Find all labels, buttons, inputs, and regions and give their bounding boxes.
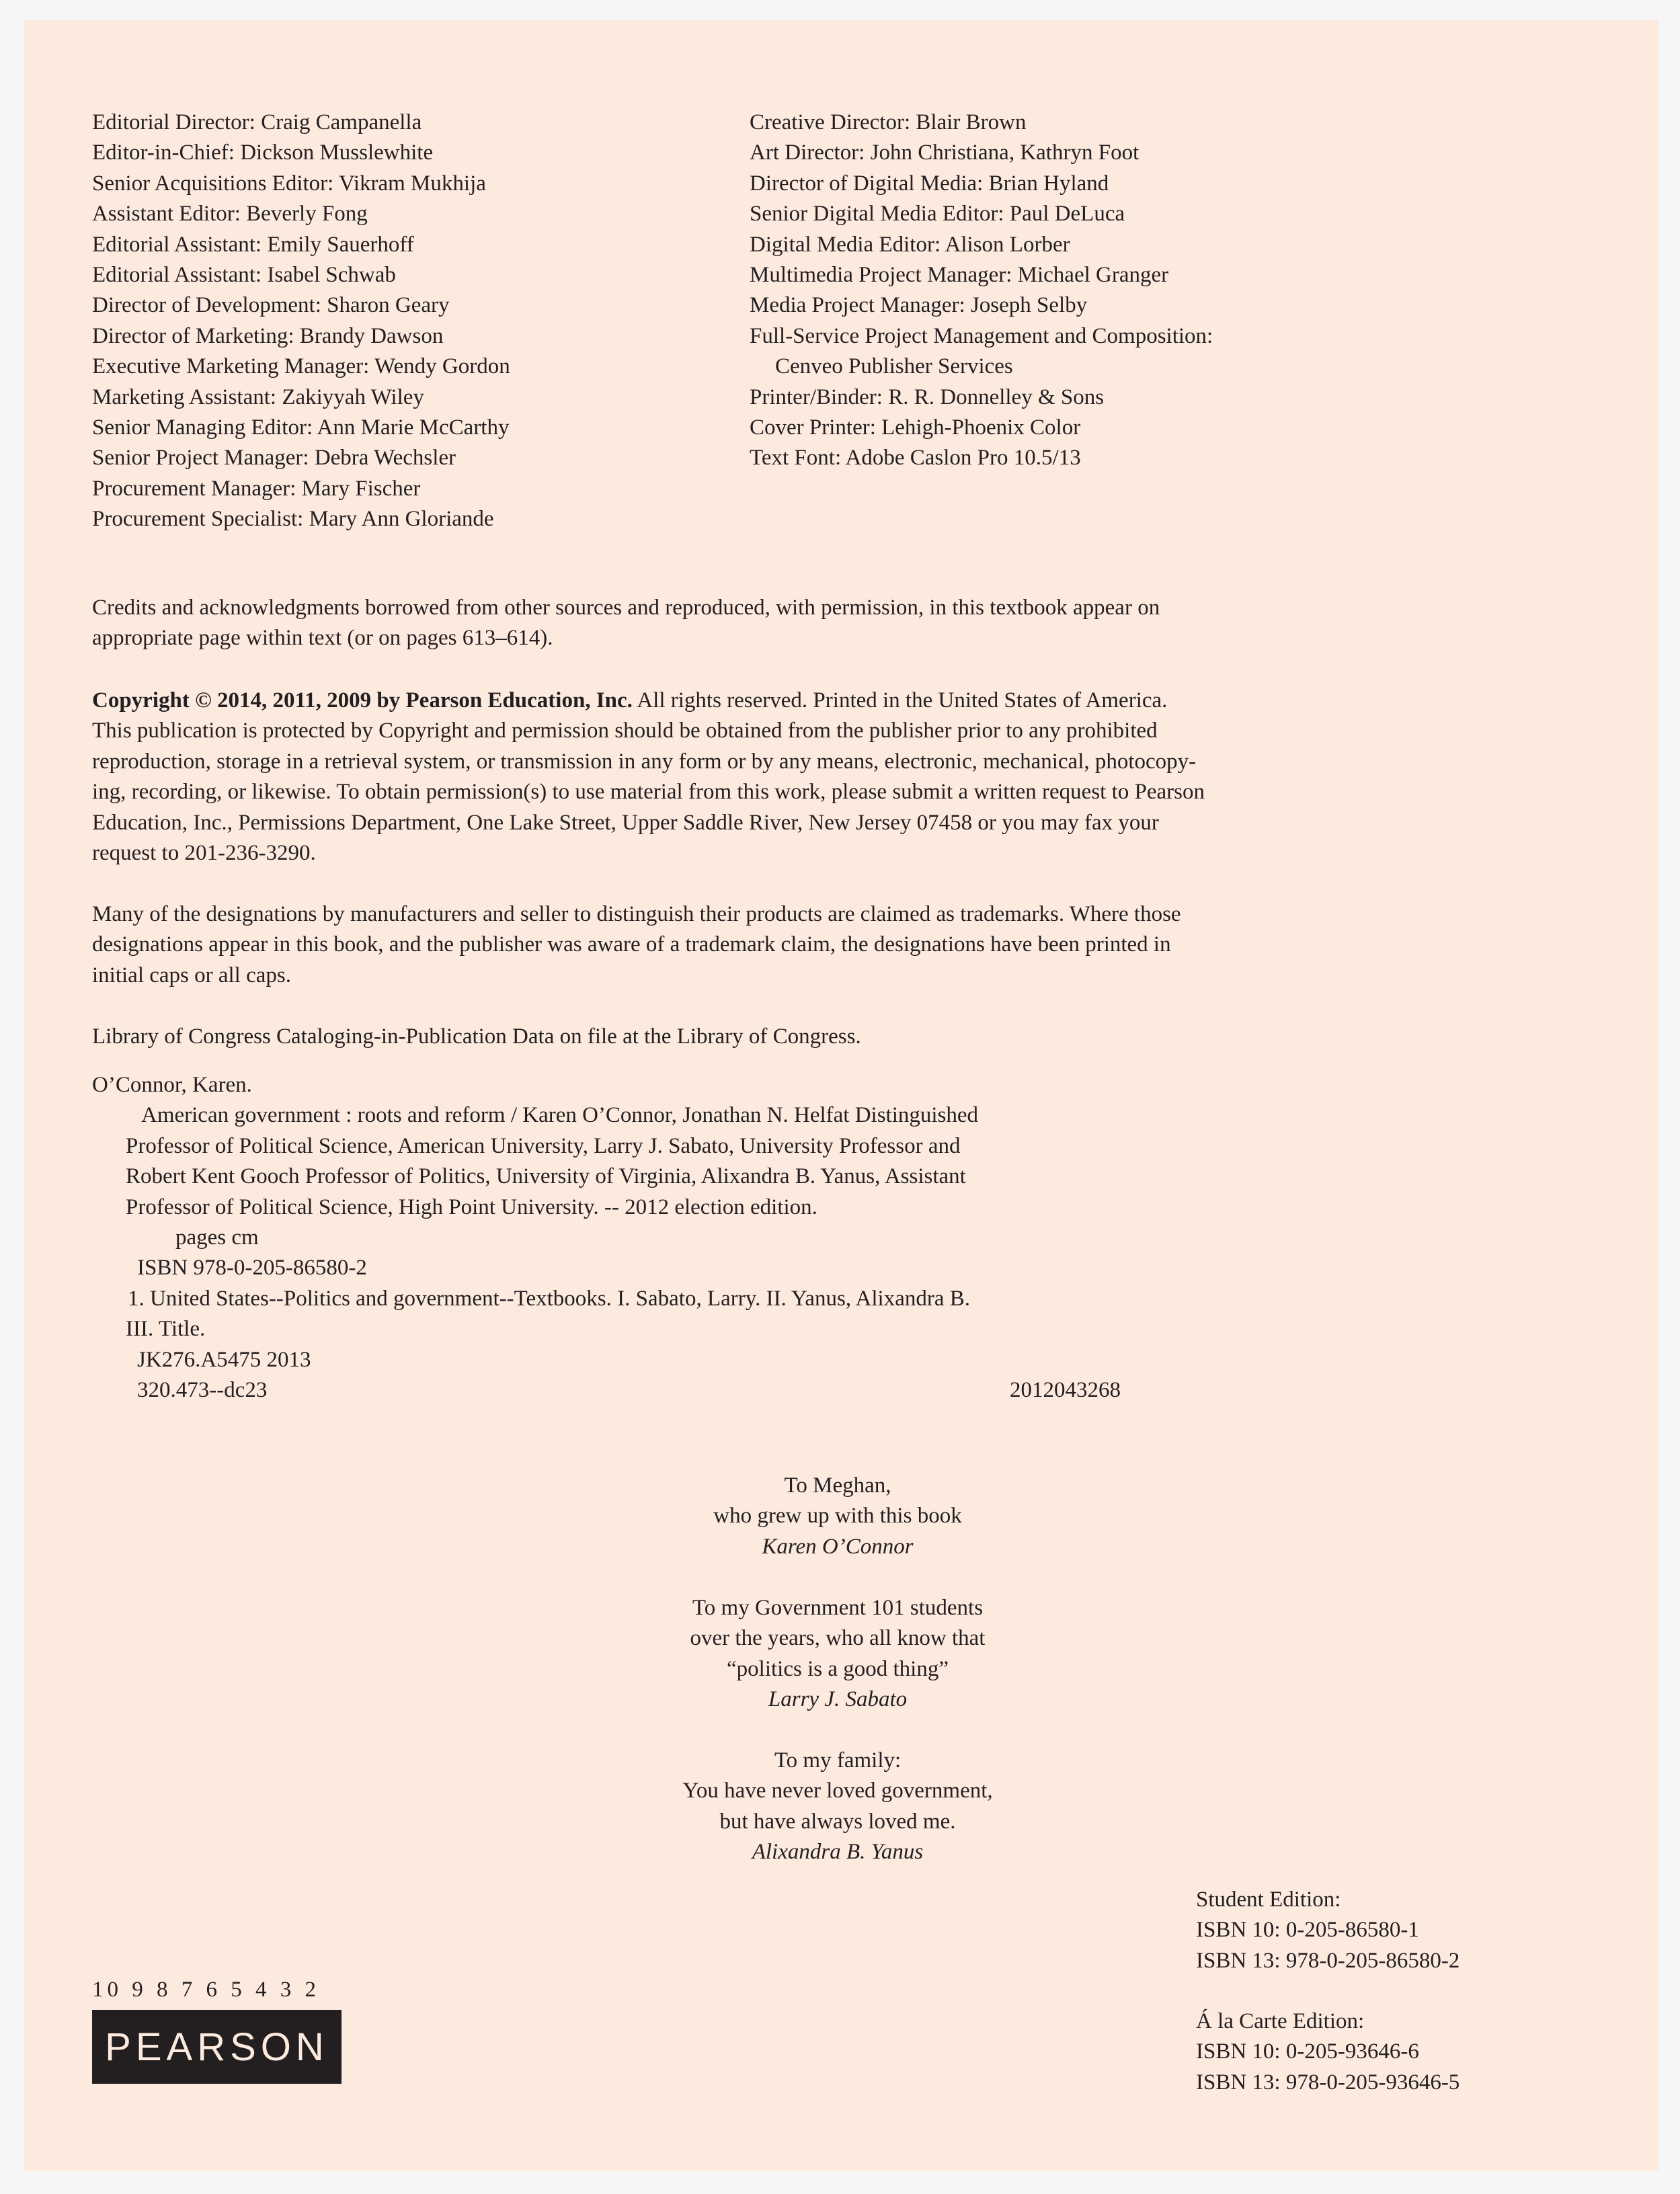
cip-isbn: ISBN 978-0-205-86580-2	[137, 1256, 367, 1281]
dedication-block	[549, 1746, 1127, 1868]
dedication-line: “politics is a good thing”	[727, 1656, 949, 1681]
rights-statement: All rights reserved. Printed in the United States of America.	[632, 688, 1168, 713]
credit-line: Procurement Specialist: Mary Ann Gloriande	[92, 507, 494, 532]
dedication-line: over the years, who all know that	[690, 1626, 986, 1651]
isbn-13: ISBN 13: 978-0-205-93646-5	[1196, 2070, 1460, 2095]
alacarte-edition-block	[1196, 2006, 1459, 2098]
trademarks-paragraph	[92, 899, 1181, 991]
credits-right-column	[750, 108, 1213, 474]
dedication-author: Karen O’Connor	[762, 1534, 914, 1559]
credit-line: Art Director: John Christiana, Kathryn Foot	[750, 140, 1139, 165]
cip-classification-row	[92, 1375, 1121, 1406]
credit-line: Cenveo Publisher Services	[775, 354, 1013, 379]
cip-dewey: 320.473--dc23	[137, 1378, 268, 1403]
paragraph-line	[92, 686, 1205, 716]
paragraph-line: designations appear in this book, and the publisher was aware of a trademark claim, the designations have been printed in	[92, 932, 1171, 957]
edition-heading: Student Edition:	[1196, 1887, 1341, 1912]
cip-author: O’Connor, Karen.	[92, 1073, 252, 1097]
cip-title-line: Professor of Political Science, High Point University. -- 2012 election edition.	[126, 1194, 817, 1219]
cip-subjects: 1. United States--Politics and government--Textbooks. I. Sabato, Larry. II. Yanus, Alixandra B.	[128, 1286, 971, 1311]
credit-line: Marketing Assistant: Zakiyyah Wiley	[92, 384, 424, 409]
paragraph-line: This publication is protected by Copyright and permission should be obtained from the publisher prior to any prohibited	[92, 719, 1158, 743]
printing-line: 10 9 8 7 6 5 4 3 2	[92, 1978, 320, 2002]
credit-line: Editorial Director: Craig Campanella	[92, 110, 422, 134]
copyright-paragraph	[92, 686, 1205, 868]
paragraph-line: request to 201-236-3290.	[92, 841, 316, 866]
paragraph-line: initial caps or all caps.	[92, 963, 291, 987]
dedication-line: but have always loved me.	[719, 1809, 956, 1834]
edition-heading: Á la Carte Edition:	[1196, 2009, 1365, 2033]
credit-line: Editor-in-Chief: Dickson Musslewhite	[92, 140, 434, 165]
dedication-line: To my Government 101 students	[692, 1596, 984, 1620]
credit-line: Text Font: Adobe Caslon Pro 10.5/13	[750, 446, 1081, 471]
credit-line: Procurement Manager: Mary Fischer	[92, 476, 421, 501]
isbn-10: ISBN 10: 0-205-93646-6	[1196, 2039, 1419, 2064]
dedication-block	[549, 1593, 1127, 1715]
copyright-notice: Copyright © 2014, 2011, 2009 by Pearson Education, Inc.	[92, 688, 633, 713]
paragraph-line: reproduction, storage in a retrieval system, or transmission in any form or by any means, electronic, mechanical, photocopy-	[92, 749, 1197, 774]
credit-line: Director of Marketing: Brandy Dawson	[92, 323, 444, 348]
credit-line: Full-Service Project Management and Composition:	[750, 323, 1213, 348]
paragraph-line: appropriate page within text (or on pages 613–614).	[92, 626, 553, 651]
dedication-block	[549, 1471, 1127, 1562]
acknowledgments-paragraph	[92, 593, 1160, 654]
cip-lccn: 2012043268	[1010, 1378, 1121, 1403]
credit-line: Digital Media Editor: Alison Lorber	[750, 232, 1070, 257]
cip-title-line: American government : roots and reform / Karen O’Connor, Jonathan N. Helfat Distinguished	[141, 1103, 979, 1128]
credit-line: Senior Managing Editor: Ann Marie McCarthy	[92, 415, 510, 440]
library-of-congress-note: Library of Congress Cataloging-in-Publication Data on file at the Library of Congress.	[92, 1024, 861, 1049]
dedication-line: You have never loved government,	[682, 1779, 993, 1803]
credit-line: Assistant Editor: Beverly Fong	[92, 202, 368, 227]
cip-subjects: III. Title.	[126, 1317, 206, 1342]
cip-lc-class: JK276.A5475 2013	[137, 1347, 311, 1372]
paragraph-line: Many of the designations by manufacturers and seller to distinguish their products are claimed as trademarks. Where those	[92, 902, 1181, 926]
student-edition-block	[1196, 1885, 1459, 1976]
credit-line: Editorial Assistant: Isabel Schwab	[92, 263, 396, 288]
credit-line: Editorial Assistant: Emily Sauerhoff	[92, 232, 414, 257]
credit-line: Senior Digital Media Editor: Paul DeLuca	[750, 202, 1125, 227]
cip-pages: pages cm	[175, 1225, 259, 1250]
dedication-line: To Meghan,	[784, 1473, 891, 1498]
credit-line: Creative Director: Blair Brown	[750, 110, 1027, 134]
credit-line: Media Project Manager: Joseph Selby	[750, 293, 1088, 318]
paragraph-line: Credits and acknowledgments borrowed from other sources and reproduced, with permission, in this textbook appear on	[92, 596, 1160, 620]
cip-data-block	[92, 1070, 1121, 1406]
credit-line: Cover Printer: Lehigh-Phoenix Color	[750, 415, 1081, 440]
pearson-logo: PEARSON	[92, 2010, 342, 2084]
credits-left-column	[92, 108, 510, 535]
credit-line: Director of Development: Sharon Geary	[92, 293, 450, 318]
paragraph-line: ing, recording, or likewise. To obtain permission(s) to use material from this work, please submit a written request to Pearson	[92, 780, 1205, 805]
credit-line: Director of Digital Media: Brian Hyland	[750, 171, 1109, 196]
credit-line: Multimedia Project Manager: Michael Granger	[750, 263, 1169, 288]
dedication-line: who grew up with this book	[713, 1504, 962, 1529]
paragraph-line: Education, Inc., Permissions Department, One Lake Street, Upper Saddle River, New Jersey 07458 or you may fax your	[92, 810, 1159, 835]
credit-line: Senior Acquisitions Editor: Vikram Mukhija	[92, 171, 486, 196]
dedication-author: Alixandra B. Yanus	[752, 1840, 924, 1865]
copyright-page	[24, 20, 1658, 2171]
credit-line: Executive Marketing Manager: Wendy Gordon	[92, 354, 510, 379]
cip-title-line: Robert Kent Gooch Professor of Politics, University of Virginia, Alixandra B. Yanus, Assistant	[126, 1164, 966, 1189]
isbn-10: ISBN 10: 0-205-86580-1	[1196, 1918, 1419, 1943]
cip-title-line: Professor of Political Science, American University, Larry J. Sabato, University Professor and	[126, 1133, 961, 1158]
credit-line: Printer/Binder: R. R. Donnelley & Sons	[750, 384, 1105, 409]
isbn-13: ISBN 13: 978-0-205-86580-2	[1196, 1948, 1460, 1973]
dedication-line: To my family:	[774, 1748, 902, 1773]
dedication-author: Larry J. Sabato	[768, 1687, 908, 1712]
credit-line: Senior Project Manager: Debra Wechsler	[92, 446, 456, 471]
